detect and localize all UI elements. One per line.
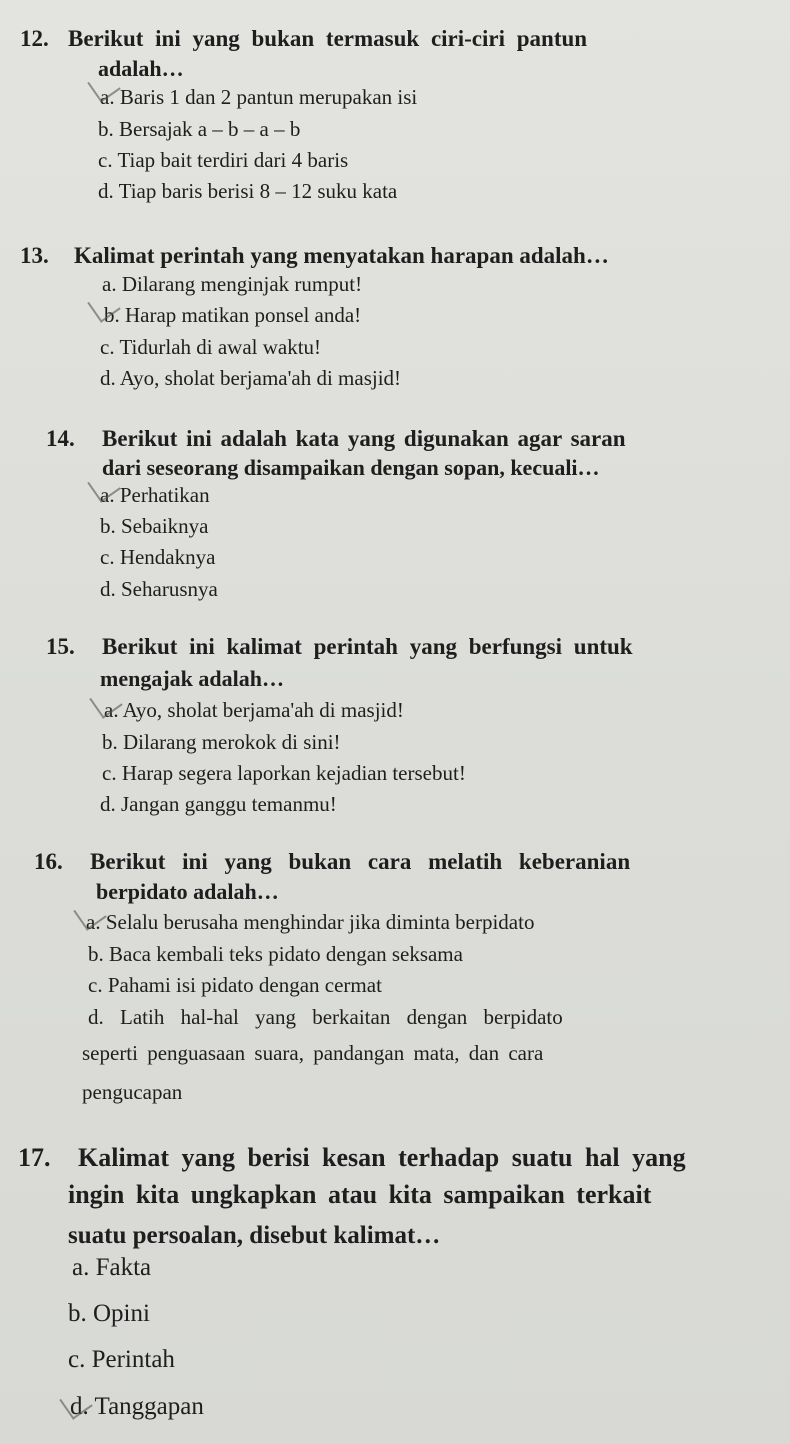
question-stem-line: adalah… <box>98 56 184 81</box>
option-c[interactable]: c. Harap segera laporkan kejadian tersebut! <box>102 761 466 785</box>
option-c[interactable]: c. Tiap bait terdiri dari 4 baris <box>98 148 349 172</box>
option-d[interactable]: d. Tanggapan <box>70 1393 204 1420</box>
option-b[interactable]: b. Opini <box>68 1300 150 1327</box>
option-c[interactable]: c. Perintah <box>68 1346 175 1373</box>
option-d-continuation: pengucapan <box>82 1080 183 1104</box>
option-b[interactable]: b. Dilarang merokok di sini! <box>102 730 341 754</box>
question-stem-line: ingin kita ungkapkan atau kita sampaikan terkait <box>68 1180 652 1209</box>
option-b[interactable]: b. Harap matikan ponsel anda! <box>104 303 362 327</box>
option-d[interactable]: d. Tiap baris berisi 8 – 12 suku kata <box>98 179 398 203</box>
option-b[interactable]: b. Bersajak a – b – a – b <box>98 117 301 141</box>
option-a[interactable]: a. Selalu berusaha menghindar jika diminta berpidato <box>86 910 535 934</box>
option-d[interactable]: d. Jangan ganggu temanmu! <box>100 792 337 816</box>
question-stem-line: Kalimat yang berisi kesan terhadap suatu hal yang <box>78 1143 686 1172</box>
option-b[interactable]: b. Baca kembali teks pidato dengan seksama <box>88 942 463 966</box>
question-number: 12. <box>20 26 49 51</box>
option-d[interactable]: d. Seharusnya <box>100 577 218 601</box>
option-a[interactable]: a. Fakta <box>72 1254 152 1281</box>
option-c[interactable]: c. Hendaknya <box>100 545 216 569</box>
question-stem-line: Kalimat perintah yang menyatakan harapan adalah… <box>74 243 609 268</box>
question-stem-line: dari seseorang disampaikan dengan sopan, kecuali… <box>102 455 600 480</box>
option-c[interactable]: c. Tidurlah di awal waktu! <box>100 335 322 359</box>
option-b[interactable]: b. Sebaiknya <box>100 514 209 538</box>
question-stem-line: berpidato adalah… <box>96 879 279 904</box>
option-d-continuation: seperti penguasaan suara, pandangan mata, dan cara <box>82 1041 544 1065</box>
question-stem-line: Berikut ini adalah kata yang digunakan agar saran <box>102 426 626 451</box>
option-c[interactable]: c. Pahami isi pidato dengan cermat <box>88 973 382 997</box>
question-stem-line: mengajak adalah… <box>100 666 284 691</box>
question-number: 17. <box>18 1143 51 1172</box>
question-stem-line: Berikut ini yang bukan termasuk ciri-ciri pantun <box>68 26 588 51</box>
question-number: 15. <box>46 634 75 659</box>
question-stem-line: suatu persoalan, disebut kalimat… <box>68 1222 441 1249</box>
option-a[interactable]: a. Baris 1 dan 2 pantun merupakan isi <box>100 85 418 109</box>
option-d[interactable]: d. Ayo, sholat berjama'ah di masjid! <box>100 366 402 390</box>
question-number: 14. <box>46 426 75 451</box>
option-a[interactable]: a. Dilarang menginjak rumput! <box>102 272 363 296</box>
question-stem-line: Berikut ini yang bukan cara melatih keberanian <box>90 849 631 874</box>
question-stem-line: Berikut ini kalimat perintah yang berfungsi untuk <box>102 634 633 659</box>
option-d[interactable]: d. Latih hal-hal yang berkaitan dengan berpidato <box>88 1005 563 1029</box>
option-a[interactable]: a. Ayo, sholat berjama'ah di masjid! <box>104 698 404 722</box>
question-number: 13. <box>20 243 49 268</box>
option-a[interactable]: a. Perhatikan <box>100 483 210 507</box>
question-number: 16. <box>34 849 63 874</box>
